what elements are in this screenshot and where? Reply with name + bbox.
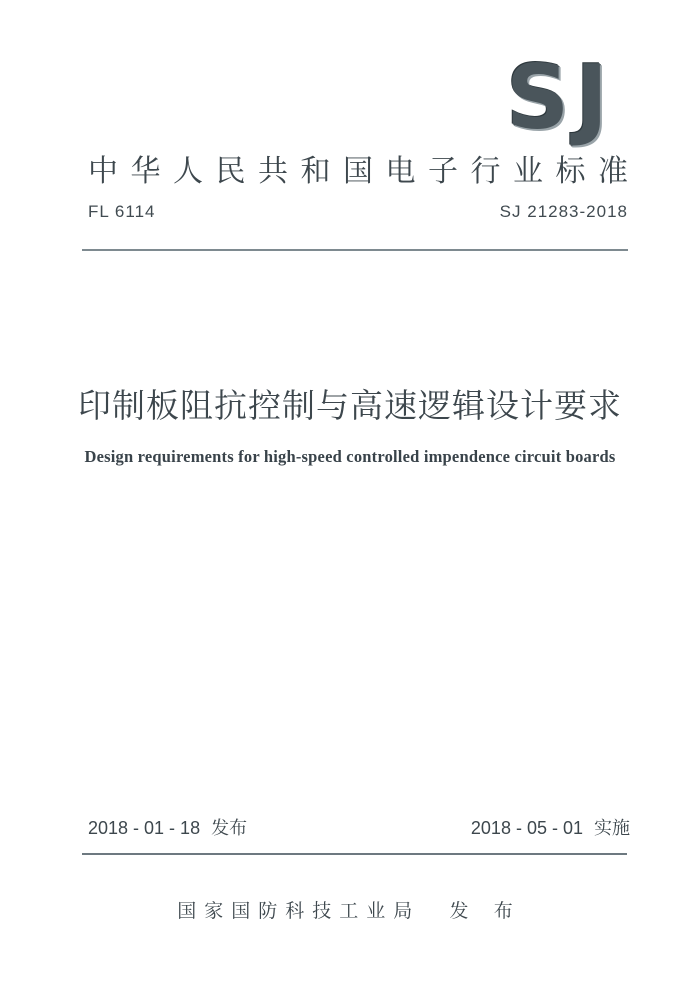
footer-divider-line (82, 853, 627, 855)
issue-date-label: 发布 (211, 818, 248, 838)
dates-row (88, 814, 630, 840)
implement-date-label: 实施 (594, 818, 630, 838)
header-divider-line (82, 249, 628, 251)
document-title-english: Design requirements for high-speed controlled impendence circuit boards (84, 447, 616, 466)
implement-date: 2018 - 05 - 01 (470, 818, 583, 838)
document-title-chinese: 印制板阻抗控制与高速逻辑设计要求 (78, 387, 622, 424)
reference-row (88, 202, 628, 222)
sj-logo: SJ (505, 46, 614, 149)
publisher-row (0, 896, 700, 923)
classification-code: FL 6114 (88, 202, 156, 221)
standard-category-title: 中华人民共和国电子行业标准 (88, 155, 641, 188)
publisher-name: 国家国防科技工业局 (177, 901, 421, 922)
issue-date: 2018 - 01 - 18 (88, 818, 201, 838)
implement-date-group (471, 814, 630, 840)
publisher-action-label: 发 布 (449, 901, 523, 922)
issue-date-group (88, 814, 247, 840)
standard-number: SJ 21283-2018 (499, 202, 628, 221)
